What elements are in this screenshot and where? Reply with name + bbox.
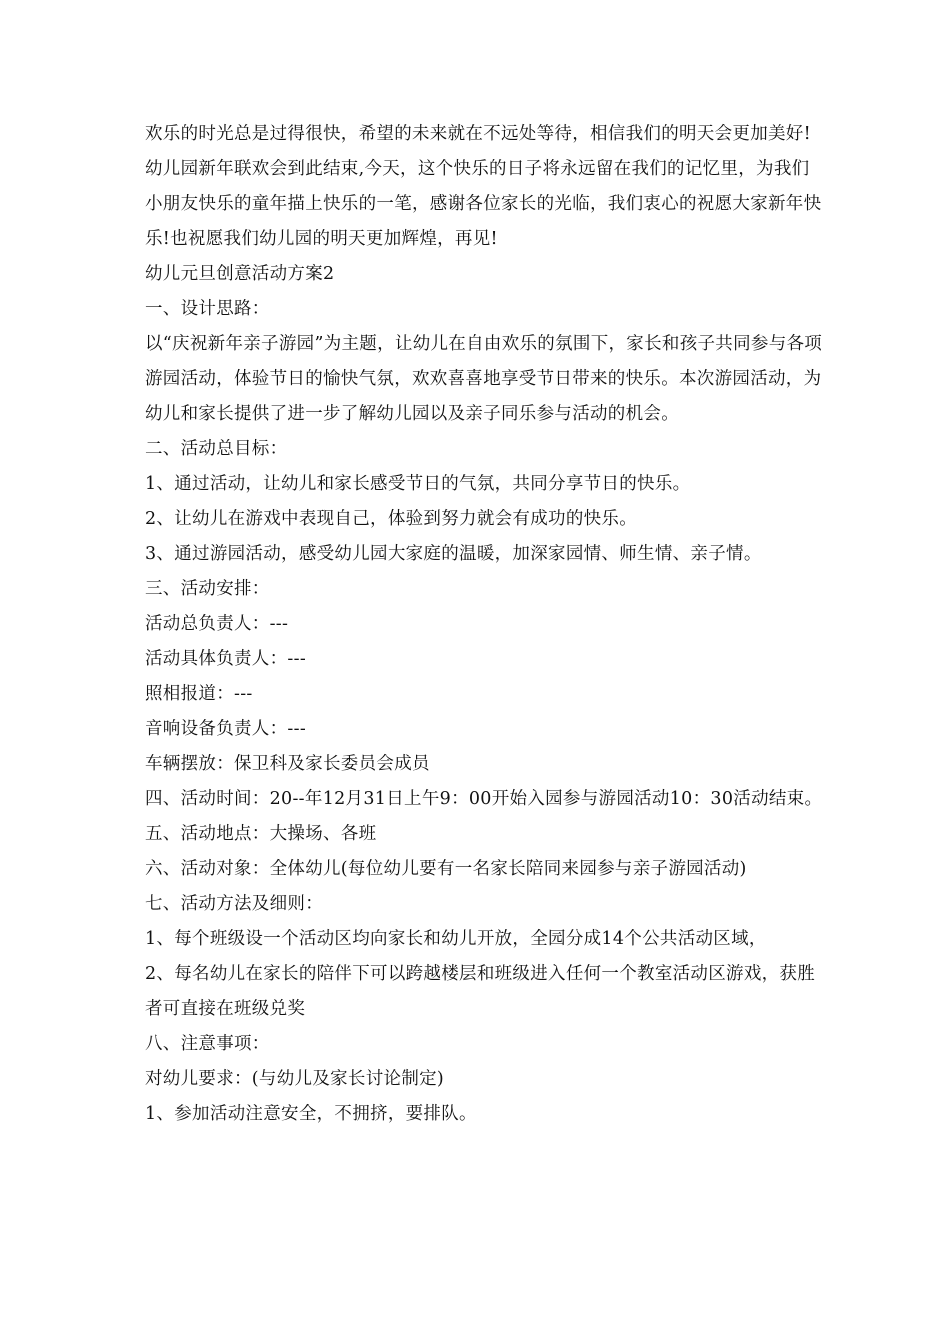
heading-goals: 二、活动总目标： <box>145 439 288 459</box>
goal-item-1: 1、通过活动，让幼儿和家长感受节日的气氛，共同分享节日的快乐。 <box>145 474 691 494</box>
goal-item-2: 2、让幼儿在游戏中表现自己，体验到努力就会有成功的快乐。 <box>145 509 638 529</box>
arrangement-item-photo: 照相报道：--- <box>145 684 253 704</box>
paragraph-activity-location: 五、活动地点：大操场、各班 <box>145 824 377 844</box>
method-item-2: 2、每名幼儿在家长的陪伴下可以跨越楼层和班级进入任何一个教室活动区游戏，获胜者可直接在班级兑奖 <box>145 964 816 1019</box>
heading-notes: 八、注意事项： <box>145 1034 270 1054</box>
heading-design-idea: 一、设计思路： <box>145 299 270 319</box>
notes-child-requirements: 对幼儿要求：(与幼儿及家长讨论制定) <box>145 1069 445 1089</box>
arrangement-item-specific-lead: 活动具体负责人：--- <box>145 649 307 669</box>
paragraph-design-idea: 以“庆祝新年亲子游园”为主题，让幼儿在自由欢乐的氛围下，家长和孩子共同参与各项游园活动，体验节日的愉快气氛，欢欢喜喜地享受节日带来的快乐。本次游园活动，为幼儿和家长提供了进一步了解幼儿园以及亲子同乐参与活动的机会。 <box>145 334 823 424</box>
document-body <box>145 117 825 1132</box>
heading-arrangement: 三、活动安排： <box>145 579 270 599</box>
section-title: 幼儿元旦创意活动方案2 <box>145 264 335 284</box>
arrangement-item-audio: 音响设备负责人：--- <box>145 719 307 739</box>
notes-item-1: 1、参加活动注意安全，不拥挤，要排队。 <box>145 1104 477 1124</box>
method-item-1: 1、每个班级设一个活动区均向家长和幼儿开放，全园分成14个公共活动区域， <box>145 929 767 949</box>
paragraph-closing-remarks: 欢乐的时光总是过得很快，希望的未来就在不远处等待，相信我们的明天会更加美好!幼儿园新年联欢会到此结束,今天，这个快乐的日子将永远留在我们的记忆里，为我们小朋友快乐的童年描上快乐的一笔，感谢各位家长的光临，我们衷心的祝愿大家新年快乐!也祝愿我们幼儿园的明天更加辉煌，再见! <box>145 124 822 249</box>
arrangement-item-general-lead: 活动总负责人：--- <box>145 614 289 634</box>
paragraph-activity-time: 四、活动时间：20--年12月31日上午9：00开始入园参与游园活动10：30活动结束。 <box>145 789 823 809</box>
heading-methods: 七、活动方法及细则： <box>145 894 323 914</box>
goal-item-3: 3、通过游园活动，感受幼儿园大家庭的温暖，加深家园情、师生情、亲子情。 <box>145 544 762 564</box>
paragraph-activity-participants: 六、活动对象：全体幼儿(每位幼儿要有一名家长陪同来园参与亲子游园活动) <box>145 859 747 879</box>
arrangement-item-vehicles: 车辆摆放：保卫科及家长委员会成员 <box>145 754 430 774</box>
